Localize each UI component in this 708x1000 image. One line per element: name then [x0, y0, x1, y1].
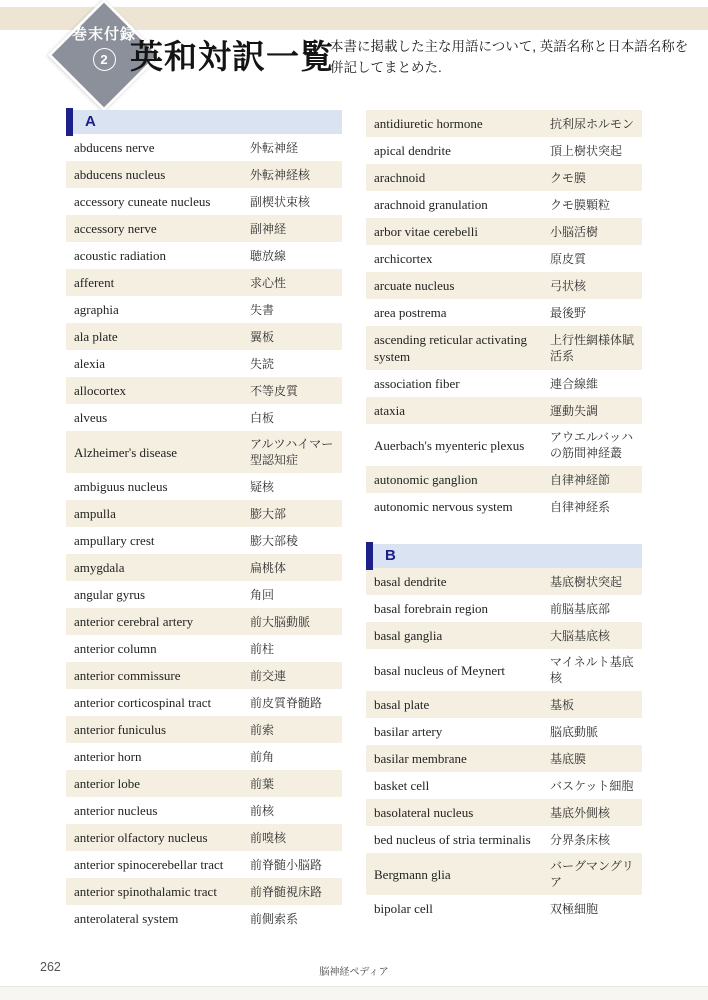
term-japanese: 最後野	[550, 305, 587, 320]
term-english: arachnoid granulation	[374, 197, 488, 212]
glossary-row	[366, 745, 642, 772]
term-japanese: 外転神経	[250, 140, 299, 155]
term-english: basal plate	[374, 697, 430, 712]
term-japanese: 膨大部稜	[250, 533, 299, 548]
running-title: 脳神経ペディア	[319, 967, 389, 978]
term-english: anterior funiculus	[74, 722, 167, 737]
term-japanese: クモ膜顆粒	[550, 197, 611, 212]
glossary-row	[66, 689, 342, 716]
glossary-row	[366, 424, 642, 466]
glossary-row	[66, 662, 342, 689]
term-english: anterior horn	[74, 749, 142, 764]
term-english: anterior commissure	[74, 668, 181, 683]
term-japanese: 前交連	[250, 668, 287, 683]
term-english: arbor vitae cerebelli	[374, 224, 478, 239]
term-english: arachnoid	[374, 170, 426, 185]
glossary-row	[66, 743, 342, 770]
glossary-row	[66, 323, 342, 350]
term-english: basal ganglia	[374, 628, 443, 643]
term-english: Auerbach's myenteric plexus	[374, 437, 525, 453]
glossary-row	[366, 493, 642, 520]
term-english: accessory cuneate nucleus	[74, 194, 211, 209]
term-japanese: バスケット細胞	[550, 778, 634, 793]
term-english: association fiber	[374, 376, 460, 391]
glossary-row	[366, 272, 642, 299]
glossary-row	[66, 608, 342, 635]
term-english: ascending reticular activating system	[374, 332, 528, 364]
term-english: anterolateral system	[74, 911, 179, 926]
term-english: anterior nucleus	[74, 803, 158, 818]
glossary-row	[366, 218, 642, 245]
term-japanese: 前索	[250, 722, 275, 737]
term-japanese: 膨大部	[250, 506, 287, 521]
term-japanese: 副神経	[250, 221, 287, 236]
term-japanese: 角回	[250, 587, 275, 602]
glossary-row	[66, 161, 342, 188]
term-english: anterior corticospinal tract	[74, 695, 212, 710]
term-japanese: 疑核	[250, 479, 275, 494]
term-japanese: 前脊髄視床路	[250, 884, 323, 899]
glossary-row	[366, 853, 642, 895]
page-title: 英和対訳一覧	[130, 38, 334, 75]
term-japanese: 扁桃体	[250, 560, 287, 575]
glossary-row	[66, 269, 342, 296]
section-header-a	[66, 110, 342, 134]
term-english: basilar membrane	[374, 751, 467, 766]
term-english: basal forebrain region	[374, 601, 489, 616]
term-japanese: 自律神経節	[550, 472, 611, 487]
section-accent-bar	[66, 108, 73, 136]
term-english: anterior lobe	[74, 776, 141, 791]
term-english: anterior spinothalamic tract	[74, 884, 217, 899]
glossary-row	[366, 691, 642, 718]
glossary-row	[366, 137, 642, 164]
glossary-row	[366, 772, 642, 799]
term-english: autonomic ganglion	[374, 472, 478, 487]
term-japanese: 基底膜	[550, 751, 587, 766]
glossary-row	[366, 397, 642, 424]
term-english: Bergmann glia	[374, 866, 451, 882]
term-japanese: 頂上樹状突起	[550, 143, 623, 158]
glossary-row	[366, 622, 642, 649]
term-english: apical dendrite	[374, 143, 451, 158]
term-english: basolateral nucleus	[374, 805, 474, 820]
term-english: basal nucleus of Meynert	[374, 662, 506, 678]
glossary-row	[366, 799, 642, 826]
term-english: acoustic radiation	[74, 248, 167, 263]
glossary-row	[66, 851, 342, 878]
term-japanese: 前大脳動脈	[250, 614, 311, 629]
glossary-row	[366, 649, 642, 691]
term-english: ampulla	[74, 506, 116, 521]
term-japanese: 前角	[250, 749, 275, 764]
glossary-row	[366, 370, 642, 397]
term-english: basilar artery	[374, 724, 443, 739]
term-japanese: 小脳活樹	[550, 224, 599, 239]
appendix-badge-label: 巻末付録	[71, 26, 136, 43]
glossary-row	[66, 554, 342, 581]
section-header-b	[366, 544, 642, 568]
term-english: area postrema	[374, 305, 447, 320]
glossary-row	[66, 500, 342, 527]
glossary-row	[66, 905, 342, 932]
term-japanese: 求心性	[250, 275, 287, 290]
glossary-row	[66, 296, 342, 323]
term-japanese: 分界条床核	[550, 832, 611, 847]
term-japanese: 副楔状束核	[250, 194, 311, 209]
term-japanese: 連合線維	[550, 376, 599, 391]
glossary-row	[366, 299, 642, 326]
appendix-badge-number: 2	[93, 48, 116, 71]
glossary-row	[66, 188, 342, 215]
glossary-row	[66, 824, 342, 851]
term-japanese: 翼板	[250, 329, 275, 344]
term-english: anterior olfactory nucleus	[74, 830, 208, 845]
term-japanese: 前嗅核	[250, 830, 287, 845]
term-japanese: 前皮質脊髄路	[250, 695, 323, 710]
term-english: ambiguus nucleus	[74, 479, 168, 494]
term-english: alexia	[74, 356, 106, 371]
term-japanese: 原皮質	[550, 251, 587, 266]
term-english: antidiuretic hormone	[374, 116, 483, 131]
glossary-row	[66, 134, 342, 161]
glossary-column-left	[66, 110, 342, 932]
term-english: autonomic nervous system	[374, 499, 513, 514]
term-english: arcuate nucleus	[374, 278, 455, 293]
term-english: abducens nucleus	[74, 167, 166, 182]
glossary-row	[366, 245, 642, 272]
glossary-row	[366, 164, 642, 191]
glossary-row	[66, 716, 342, 743]
glossary-row	[366, 718, 642, 745]
glossary-row	[366, 110, 642, 137]
glossary-row	[66, 431, 342, 473]
term-japanese: 前葉	[250, 776, 275, 791]
term-english: Alzheimer's disease	[74, 444, 178, 460]
term-japanese: 双極細胞	[550, 901, 599, 916]
glossary-row	[366, 466, 642, 493]
glossary-row	[66, 350, 342, 377]
term-japanese: 前核	[250, 803, 275, 818]
glossary-row	[66, 797, 342, 824]
section-accent-bar	[366, 542, 373, 570]
term-japanese: アウエルバッハの筋間神経叢	[550, 430, 634, 460]
term-english: agraphia	[74, 302, 119, 317]
glossary-row	[366, 326, 642, 370]
term-english: archicortex	[374, 251, 433, 266]
term-japanese: 運動失調	[550, 403, 599, 418]
term-japanese: 白板	[250, 410, 275, 425]
appendix-badge-content	[54, 26, 154, 71]
term-english: bipolar cell	[374, 901, 433, 916]
term-japanese: 基板	[550, 697, 575, 712]
term-japanese: マイネルト基底核	[550, 655, 634, 685]
page-description: 本書に掲載した主な用語について, 英語名称と日本語名称を併記してまとめた.	[330, 39, 689, 75]
term-english: alveus	[74, 410, 108, 425]
term-japanese: アルツハイマー型認知症	[250, 437, 334, 467]
glossary-row	[66, 242, 342, 269]
term-japanese: 大脳基底核	[550, 628, 611, 643]
glossary-row	[66, 527, 342, 554]
term-english: anterior cerebral artery	[74, 614, 194, 629]
term-japanese: 基底樹状突起	[550, 574, 623, 589]
term-japanese: 外転神経核	[250, 167, 311, 182]
term-japanese: 自律神経系	[550, 499, 611, 514]
glossary-row	[66, 473, 342, 500]
term-japanese: 不等皮質	[250, 383, 299, 398]
glossary-row	[366, 895, 642, 922]
glossary-row	[66, 635, 342, 662]
term-japanese: クモ膜	[550, 170, 587, 185]
glossary-row	[66, 581, 342, 608]
page-bottom-edge	[0, 986, 708, 1000]
term-japanese: 前脳基底部	[550, 601, 611, 616]
glossary-row	[366, 826, 642, 853]
term-japanese: バーグマングリア	[550, 859, 634, 889]
term-english: ampullary crest	[74, 533, 155, 548]
term-japanese: 脳底動脈	[550, 724, 599, 739]
term-english: angular gyrus	[74, 587, 146, 602]
section-letter: B	[385, 547, 396, 564]
glossary-row	[366, 595, 642, 622]
glossary-row	[66, 878, 342, 905]
glossary-column-right	[366, 110, 642, 922]
glossary-row	[366, 568, 642, 595]
term-english: afferent	[74, 275, 115, 290]
glossary-row	[66, 377, 342, 404]
term-english: accessory nerve	[74, 221, 157, 236]
term-japanese: 前柱	[250, 641, 275, 656]
term-english: ala plate	[74, 329, 118, 344]
term-japanese: 聴放線	[250, 248, 287, 263]
term-japanese: 前側索系	[250, 911, 299, 926]
term-japanese: 抗利尿ホルモン	[550, 116, 635, 131]
section-letter: A	[85, 113, 96, 130]
term-english: bed nucleus of stria terminalis	[374, 832, 531, 847]
glossary-row	[66, 770, 342, 797]
page-number: 262	[40, 960, 61, 974]
glossary-row	[366, 191, 642, 218]
term-japanese: 前脊髄小脳路	[250, 857, 323, 872]
term-english: amygdala	[74, 560, 125, 575]
term-english: anterior column	[74, 641, 157, 656]
term-english: allocortex	[74, 383, 126, 398]
term-english: ataxia	[374, 403, 406, 418]
glossary-row	[66, 404, 342, 431]
term-english: basket cell	[374, 778, 430, 793]
term-japanese: 上行性網様体賦活系	[550, 333, 635, 363]
term-japanese: 失書	[250, 302, 275, 317]
term-english: abducens nerve	[74, 140, 155, 155]
term-japanese: 弓状核	[550, 278, 587, 293]
term-japanese: 基底外側核	[550, 805, 611, 820]
glossary-row	[66, 215, 342, 242]
term-japanese: 失読	[250, 356, 275, 371]
term-english: basal dendrite	[374, 574, 447, 589]
term-english: anterior spinocerebellar tract	[74, 857, 224, 872]
